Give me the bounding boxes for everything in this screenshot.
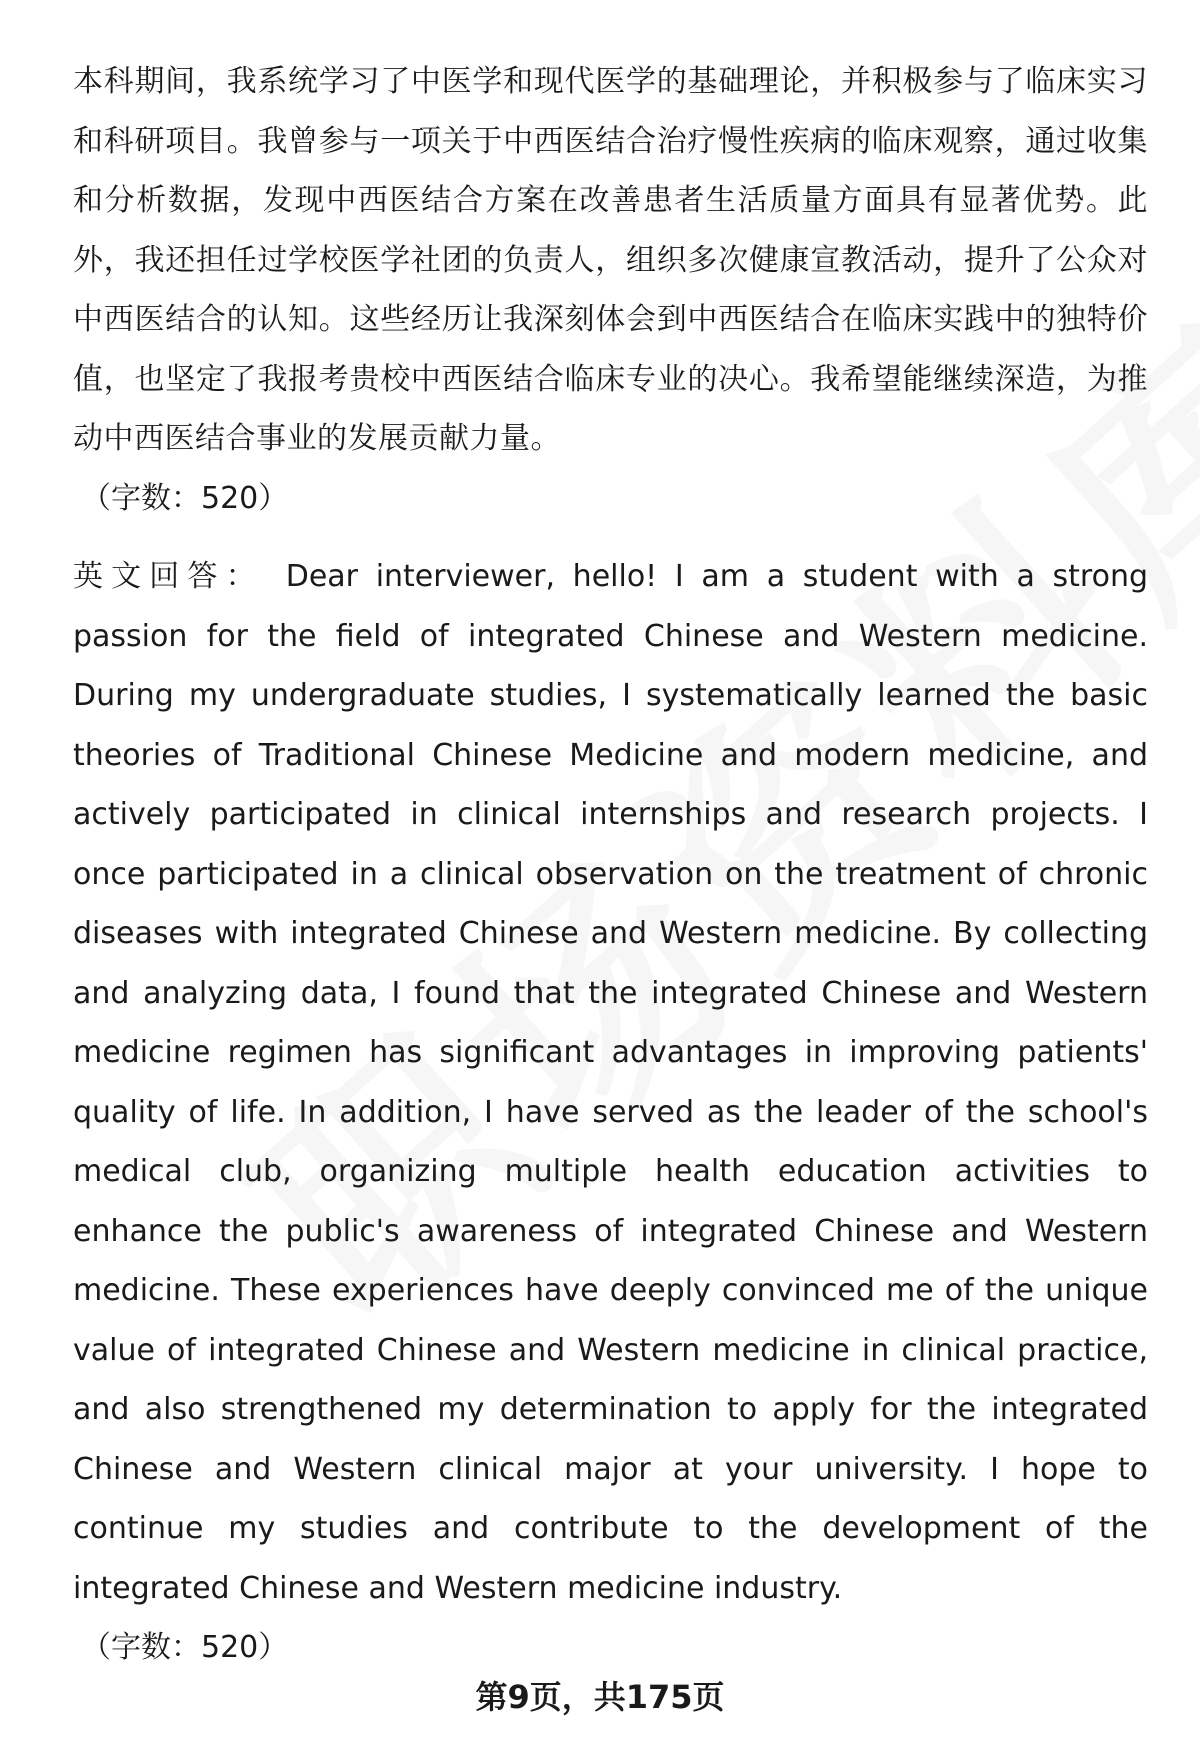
english-answer-label: 英文回答： [73, 559, 264, 594]
section-gap [73, 528, 1148, 547]
chinese-answer-paragraph: 本科期间，我系统学习了中医学和现代医学的基础理论，并积极参与了临床实习和科研项目。我曾参与一项关于中西医结合治疗慢性疾病的临床观察，通过收集和分析数据，发现中西医结合方案在改善患者生活质量方面具有显著优势。此外，我还担任过学校医学社团的负责人，组织多次健康宣教活动，提升了公众对中西医结合的认知。这些经历让我深刻体会到中西医结合在临床实践中的独特价值，也坚定了我报考贵校中西医结合临床专业的决心。我希望能继续深造，为推动中西医结合事业的发展贡献力量。 [73, 64, 1148, 456]
document-body [73, 52, 1148, 1678]
english-word-count: （字数：520） [81, 1630, 289, 1665]
english-answer-paragraph [73, 547, 1148, 1618]
chinese-word-count: （字数：520） [81, 480, 289, 516]
page-number-footer: 第9页，共175页 [475, 1678, 725, 1716]
english-answer-text: Dear interviewer, hello! I am a student with a strong passion for the field of integrated Chinese and Western medicine. During my undergraduate studies, I systematically learned the basic theories of Traditional Chinese Medicine and modern medicine, and actively participated in clinical internships and research projects. I once participated in a clinical observation on the treatment of chronic diseases with integrated Chinese and Western medicine. By collecting and analyzing data, I found that the integrated Chinese and Western medicine regimen has significant advantages in improving patients' quality of life. In addition, I have served as the leader of the school's medical club, organizing multiple health education activities to enhance the public's awareness of integrated Chinese and Western medicine. These experiences have deeply convinced me of the unique value of integrated Chinese and Western medicine in clinical practice, and also strengthened my determination to apply for the integrated Chinese and Western clinical major at your university. I hope to continue my studies and contribute to the development of the integrated Chinese and Western medicine industry. [73, 559, 1149, 1606]
